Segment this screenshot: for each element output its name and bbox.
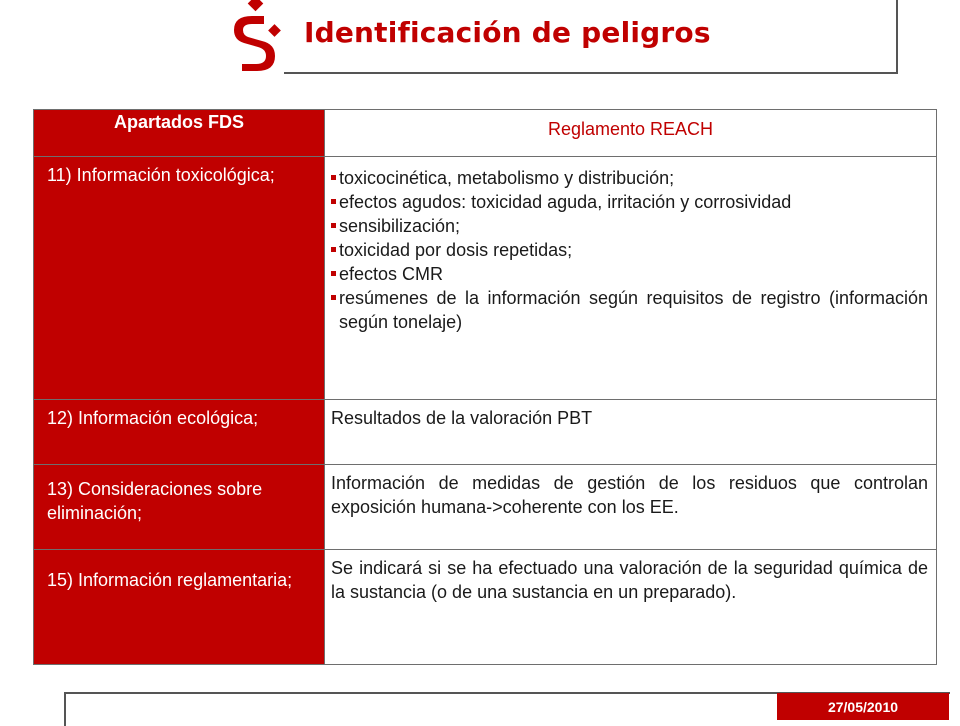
list-item: resúmenes de la información según requisitos de registro (información según tonelaje) — [331, 286, 928, 334]
section-cell: 12) Información ecológica; — [34, 400, 325, 465]
reach-cell: Información de medidas de gestión de los residuos que controlan exposición humana->coherente con los EE. — [325, 465, 937, 550]
bullet-icon — [331, 295, 336, 300]
reach-cell: Resultados de la valoración PBT — [325, 400, 937, 465]
list-item: efectos CMR — [331, 262, 928, 286]
bullet-icon — [331, 271, 336, 276]
list-item: toxicocinética, metabolismo y distribución; — [331, 166, 928, 190]
date-label: 27/05/2010 — [777, 693, 949, 720]
list-item: sensibilización; — [331, 214, 928, 238]
list-item: toxicidad por dosis repetidas; — [331, 238, 928, 262]
list-item: efectos agudos: toxicidad aguda, irritación y corrosividad — [331, 190, 928, 214]
logo — [228, 0, 284, 74]
page-title: Identificación de peligros — [304, 16, 711, 49]
bullet-icon — [331, 175, 336, 180]
table-row — [34, 465, 937, 550]
header-bar — [284, 0, 898, 74]
bullet-icon — [331, 199, 336, 204]
bullet-icon — [331, 247, 336, 252]
bullet-icon — [331, 223, 336, 228]
reach-cell: Se indicará si se ha efectuado una valoración de la seguridad química de la sustancia (o de una sustancia en un preparado). — [325, 550, 937, 665]
section-cell: 11) Información toxicológica; — [34, 157, 325, 400]
column-header-reach: Reglamento REACH — [325, 110, 937, 157]
table-row — [34, 157, 937, 400]
table-row — [34, 550, 937, 665]
reach-cell — [325, 157, 937, 400]
column-header-fds: Apartados FDS — [34, 110, 325, 157]
section-cell: 15) Información reglamentaria; — [34, 550, 325, 665]
section-cell: 13) Consideraciones sobre eliminación; — [34, 465, 325, 550]
logo-icon — [228, 0, 284, 74]
table-header-row — [34, 110, 937, 157]
table-row — [34, 400, 937, 465]
bullet-list — [331, 166, 928, 334]
fds-reach-table — [33, 109, 937, 665]
